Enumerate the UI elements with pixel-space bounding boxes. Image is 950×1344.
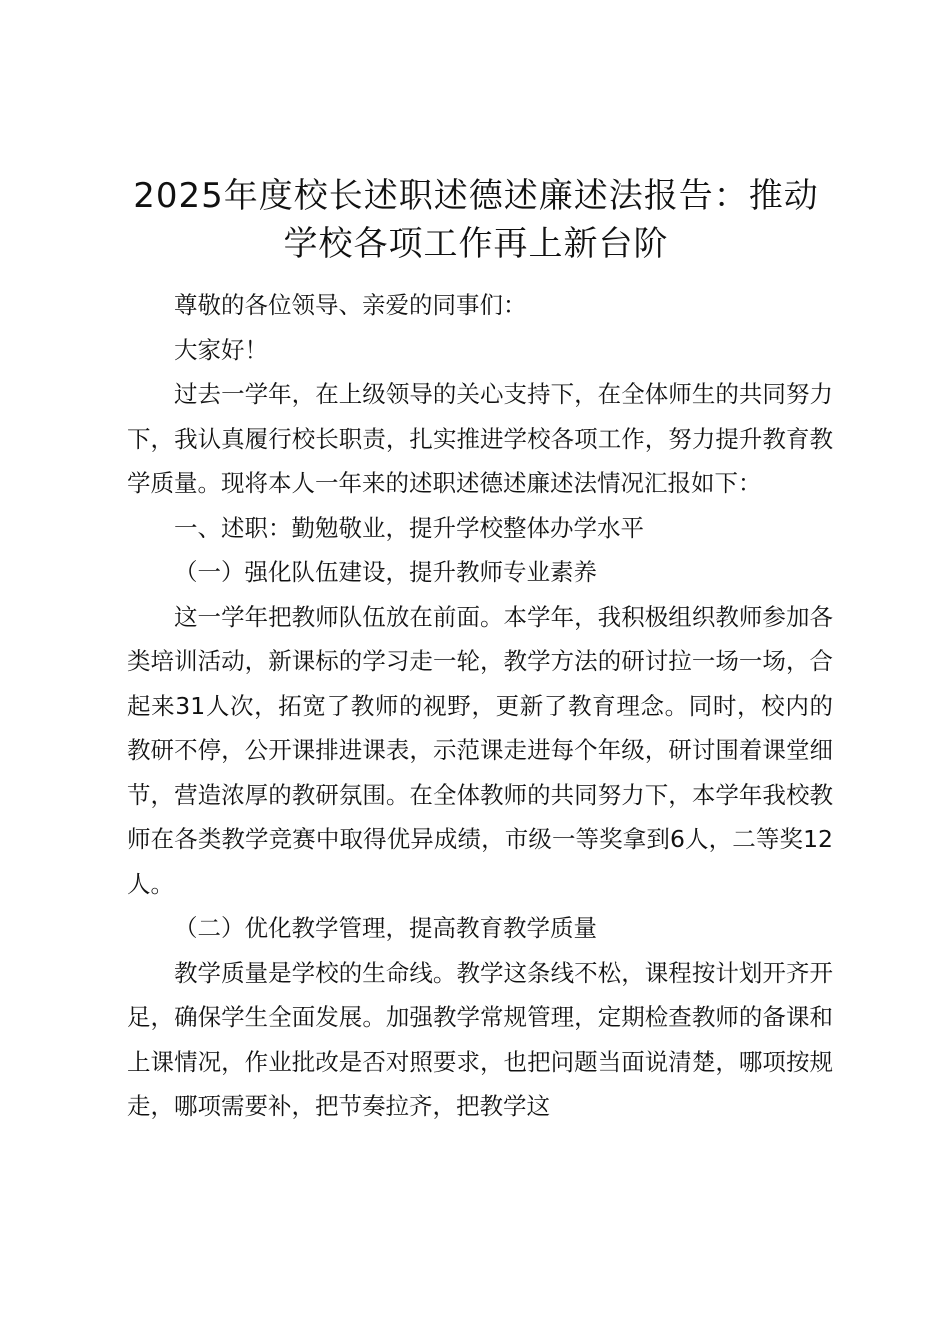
greeting: 大家好！ bbox=[174, 335, 268, 364]
subsection-heading-1: （一）强化队伍建设，提升教师专业素养 bbox=[174, 558, 597, 586]
salutation: 尊敬的各位领导、亲爱的同事们： bbox=[174, 291, 527, 319]
document-title: 2025年度校长述职述德述廉述法报告：推动学校各项工作再上新台阶 bbox=[133, 176, 819, 264]
subsection-heading-2: （二）优化教学管理，提高教育教学质量 bbox=[174, 914, 597, 942]
intro-paragraph: 过去一学年，在上级领导的关心支持下，在全体师生的共同努力下，我认真履行校长职责，扎实推进学校各项工作，努力提升教育教学质量。现将本人一年来的述职述德述廉述法情况汇报如下： bbox=[127, 380, 833, 497]
subsection-paragraph-2: 教学质量是学校的生命线。教学这条线不松，课程按计划开齐开足，确保学生全面发展。加强教学常规管理，定期检查教师的备课和上课情况，作业批改是否对照要求，也把问题当面说清楚，哪项按规走，哪项需要补，把节奏拉齐，把教学这 bbox=[127, 958, 833, 1120]
subsection-paragraph-1: 这一学年把教师队伍放在前面。本学年，我积极组织教师参加各类培训活动，新课标的学习走一轮，教学方法的研讨拉一场一场，合起来31人次，拓宽了教师的视野，更新了教育理念。同时，校内的教研不停，公开课排进课表，示范课走进每个年级，研讨围着课堂细节，营造浓厚的教研氛围。在全体教师的共同努力下，本学年我校教师在各类教学竞赛中取得优异成绩，市级一等奖拿到6人，二等奖12人。 bbox=[127, 602, 833, 898]
document-body bbox=[127, 283, 833, 1129]
section-heading-1: 一、述职：勤勉敬业，提升学校整体办学水平 bbox=[174, 513, 644, 542]
